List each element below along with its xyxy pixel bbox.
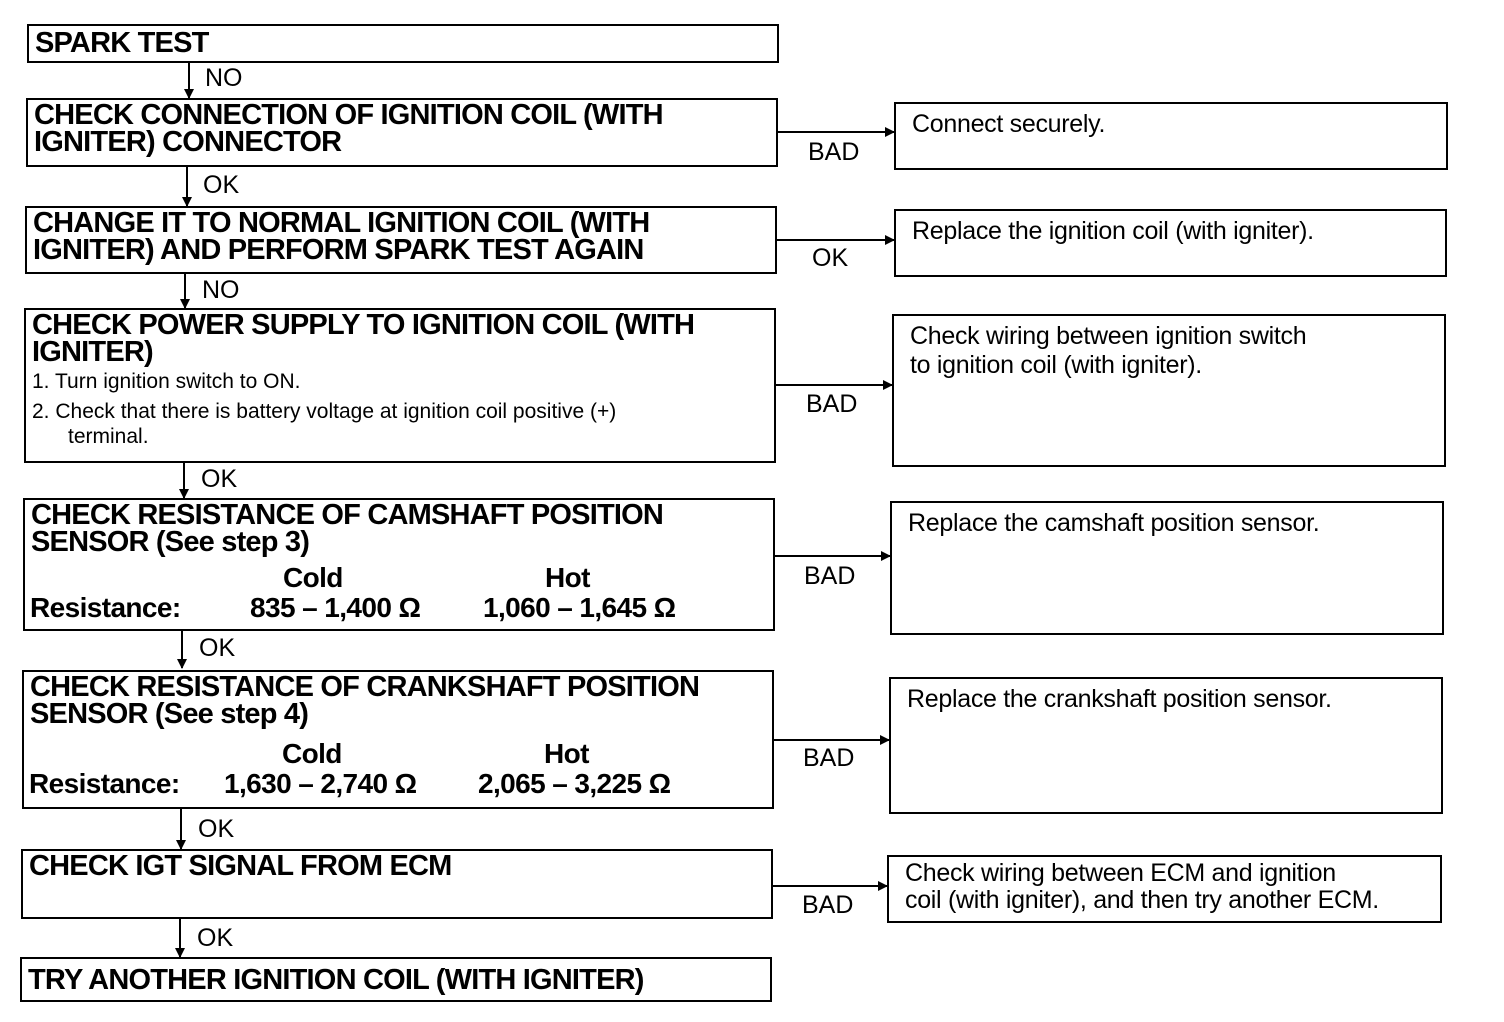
flow-label-bad: BAD — [803, 744, 855, 772]
action-check-wiring-ecm — [887, 855, 1442, 923]
step-try-another-coil — [20, 957, 772, 1002]
step-title-line: IGNITER) — [32, 336, 153, 368]
action-text: coil (with igniter), and then try another ECM. — [905, 886, 1379, 914]
step-title-line: CHECK CONNECTION OF IGNITION COIL (WITH — [34, 99, 663, 131]
action-text: Replace the crankshaft position sensor. — [907, 685, 1332, 713]
flow-label-ok: OK — [197, 924, 234, 952]
step-title: SPARK TEST — [35, 27, 209, 59]
step-check-power-supply — [24, 308, 776, 463]
step-check-connection — [26, 98, 778, 167]
action-replace-coil — [894, 209, 1447, 277]
action-replace-camshaft-sensor — [890, 501, 1444, 635]
resistance-label: Resistance: — [29, 768, 180, 799]
step-title-line: IGNITER) AND PERFORM SPARK TEST AGAIN — [33, 234, 644, 266]
action-text: to ignition coil (with igniter). — [910, 351, 1202, 379]
hot-value: 2,065 – 3,225 Ω — [478, 768, 671, 799]
step-title-line: CHECK RESISTANCE OF CAMSHAFT POSITION — [31, 499, 664, 531]
cold-value: 1,630 – 2,740 Ω — [224, 768, 417, 799]
flow-label-bad: BAD — [802, 891, 854, 919]
cold-label: Cold — [283, 562, 343, 593]
action-text: Replace the camshaft position sensor. — [908, 509, 1320, 537]
flow-label-ok: OK — [198, 815, 235, 843]
action-replace-crankshaft-sensor — [889, 677, 1443, 814]
cold-label: Cold — [282, 738, 342, 769]
step-spark-test — [27, 24, 779, 63]
cold-value: 835 – 1,400 Ω — [250, 592, 421, 623]
flow-label-no: NO — [205, 64, 243, 92]
step-crankshaft-resistance — [22, 670, 774, 809]
flow-label-ok: OK — [201, 465, 238, 493]
step-title-line: CHECK RESISTANCE OF CRANKSHAFT POSITION — [30, 671, 700, 703]
action-text: Check wiring between ignition switch — [910, 322, 1307, 350]
resistance-label: Resistance: — [30, 592, 181, 623]
step-title: TRY ANOTHER IGNITION COIL (WITH IGNITER) — [28, 964, 644, 996]
step-camshaft-resistance — [23, 498, 775, 631]
step-check-igt-signal — [21, 849, 773, 919]
flow-label-ok: OK — [812, 244, 849, 272]
action-connect-securely — [894, 102, 1448, 170]
step-item: 1. Turn ignition switch to ON. — [32, 370, 301, 393]
action-text: Connect securely. — [912, 110, 1106, 138]
flow-label-ok: OK — [203, 171, 240, 199]
step-title-line: SENSOR (See step 3) — [31, 526, 310, 558]
flow-label-no: NO — [202, 276, 240, 304]
step-title-line: SENSOR (See step 4) — [30, 698, 309, 730]
action-text: Replace the ignition coil (with igniter). — [912, 217, 1314, 245]
flow-label-bad: BAD — [808, 138, 860, 166]
step-title-line: IGNITER) CONNECTOR — [34, 126, 342, 158]
flow-label-bad: BAD — [804, 562, 856, 590]
action-check-wiring-switch — [892, 314, 1446, 467]
flow-label-bad: BAD — [806, 390, 858, 418]
step-item: terminal. — [68, 425, 149, 448]
flow-label-ok: OK — [199, 634, 236, 662]
action-text: Check wiring between ECM and ignition — [905, 859, 1336, 887]
hot-label: Hot — [545, 562, 590, 593]
step-item: 2. Check that there is battery voltage at ignition coil positive (+) — [32, 400, 617, 423]
step-change-coil — [25, 206, 777, 274]
step-title: CHECK IGT SIGNAL FROM ECM — [29, 850, 452, 882]
hot-value: 1,060 – 1,645 Ω — [483, 592, 676, 623]
hot-label: Hot — [544, 738, 589, 769]
step-title-line: CHANGE IT TO NORMAL IGNITION COIL (WITH — [33, 207, 650, 239]
step-title-line: CHECK POWER SUPPLY TO IGNITION COIL (WITH — [32, 309, 695, 341]
